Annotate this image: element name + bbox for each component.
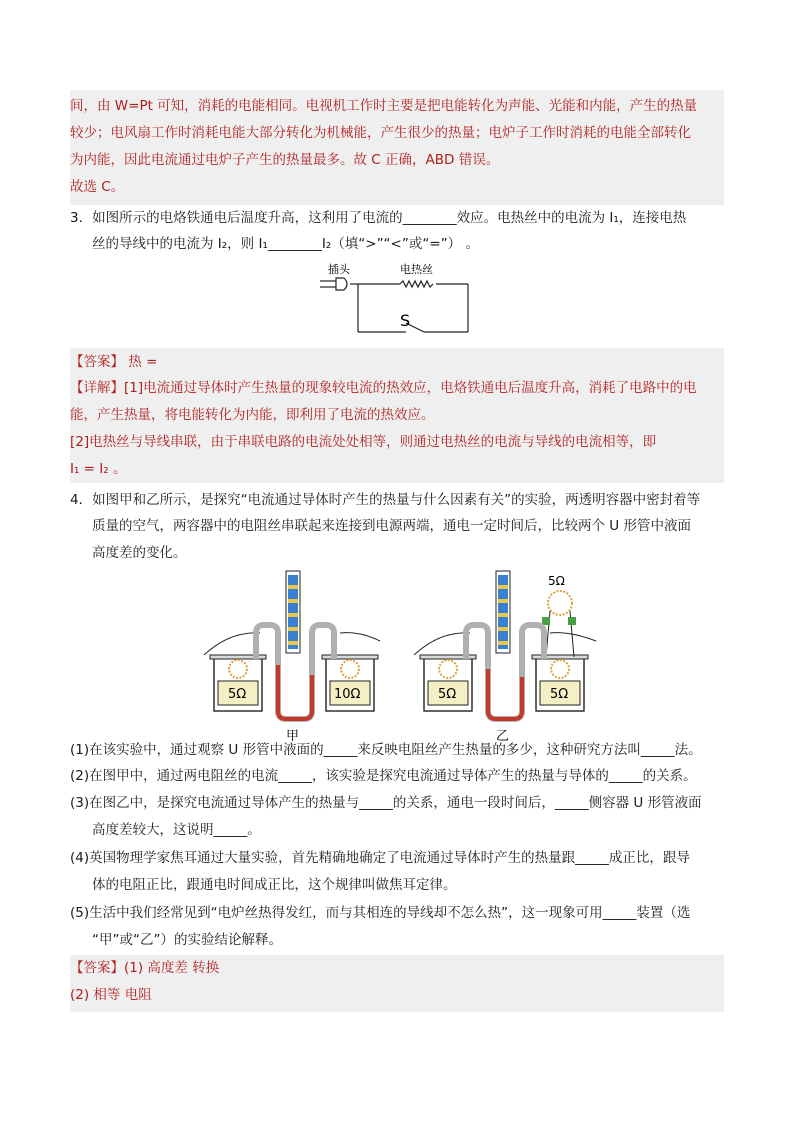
switch-label: S (400, 311, 411, 330)
q3-detail-line-4: I₁ = I₂ 。 (70, 461, 127, 477)
q3-detail-line-3: [2]电热丝与导线串联，由于串联电路的电流处处相等，则通过电热丝的电流与导线的电流相等，即 (70, 434, 657, 450)
left-resistor-1-label: 5Ω (228, 687, 247, 702)
left-scale-ticks (288, 575, 298, 649)
q4-sub-2: (2)在图甲中，通过两电阻丝的电流_____，该实验是探究电流通过导体产生的热量与导体的_____的关系。 (70, 768, 697, 784)
prev-explanation-line-2: 较少；电风扇工作时消耗电能大部分转化为机械能，产生很少的热量；电炉子工作时消耗的电能全部转化 (70, 125, 691, 141)
left-apparatus (204, 571, 380, 744)
q4-answer-line-1: 【答案】(1) 高度差 转换 (70, 960, 220, 976)
q3-answer: 【答案】 热 = (70, 354, 158, 370)
q3-stem-line-2: 丝的导线中的电流为 I₂，则 I₁________I₂（填“>”“<”或“=”） 。 (92, 236, 479, 252)
q4-sub-5-line-2: “甲”或“乙”）的实验结论解释。 (92, 932, 282, 948)
prev-explanation-line-1: 间，由 W=Pt 可知，消耗的电能相同。电视机工作时主要是把电能转化为声能、光能和内能，产生的热量 (70, 98, 698, 114)
q3-stem-line-1: 3．如图所示的电烙铁通电后温度升高，这利用了电流的________效应。电热丝中的电流为 I₁，连接电热 (70, 210, 687, 226)
right-parallel-resistor-label: 5Ω (548, 574, 565, 588)
q4-sub-4-line-1: (4)英国物理学家焦耳通过大量实验，首先精确地确定了电流通过导体时产生的热量跟_____成正比，跟导 (70, 850, 690, 866)
plug-label: 插头 (328, 263, 350, 276)
heating-wire-coil (400, 281, 433, 287)
left-caption: 甲 (286, 729, 300, 744)
prev-explanation-line-4: 故选 C。 (70, 179, 125, 195)
q4-sub-1: (1)在该实验中，通过观察 U 形管中液面的_____来反映电阻丝产生热量的多少，这种研究方法叫_____法。 (70, 742, 702, 758)
q4-stem-line-2: 质量的空气，两容器中的电阻丝串联起来连接到电源两端，通电一定时间后，比较两个 U 形管中液面 (92, 518, 691, 534)
heating-wire-label: 电热丝 (400, 263, 433, 276)
q3-circuit-figure (320, 260, 480, 340)
left-resistor-2-label: 10Ω (334, 687, 361, 702)
q4-sub-3-line-2: 高度差较大，这说明_____。 (92, 822, 261, 838)
right-resistor-2-label: 5Ω (550, 687, 569, 702)
q4-sub-5-line-1: (5)生活中我们经常见到“电炉丝热得发红，而与其相连的导线却不怎么热”，这一现象可用_____装置（选 (70, 905, 691, 921)
right-scale-ticks (498, 575, 508, 649)
q4-apparatus-figure (200, 565, 600, 745)
right-caption: 乙 (496, 729, 510, 744)
right-resistor-1-label: 5Ω (438, 687, 457, 702)
q3-detail-line-2: 能，产生热量，将电能转化为内能，即利用了电流的热效应。 (70, 407, 435, 423)
right-apparatus (414, 571, 596, 744)
q4-sub-4-line-2: 体的电阻正比，跟通电时间成正比，这个规律叫做焦耳定律。 (92, 877, 457, 893)
q4-answer-line-2: (2) 相等 电阻 (70, 987, 152, 1003)
q4-stem-line-1: 4．如图甲和乙所示，是探究“电流通过导体时产生的热量与什么因素有关”的实验，两透明容器中密封着等 (70, 492, 701, 508)
q4-sub-3-line-1: (3)在图乙中，是探究电流通过导体产生的热量与_____的关系，通电一段时间后，_____侧容器 U 形管液面 (70, 795, 702, 811)
plug-icon (320, 278, 347, 290)
q3-detail-line-1: 【详解】[1]电流通过导体时产生热量的现象较电流的热效应，电烙铁通电后温度升高，消耗了电路中的电 (70, 380, 697, 396)
prev-explanation-line-3: 为内能，因此电流通过电炉子产生的热量最多。故 C 正确，ABD 错误。 (70, 152, 500, 168)
q4-stem-line-3: 高度差的变化。 (92, 545, 187, 561)
